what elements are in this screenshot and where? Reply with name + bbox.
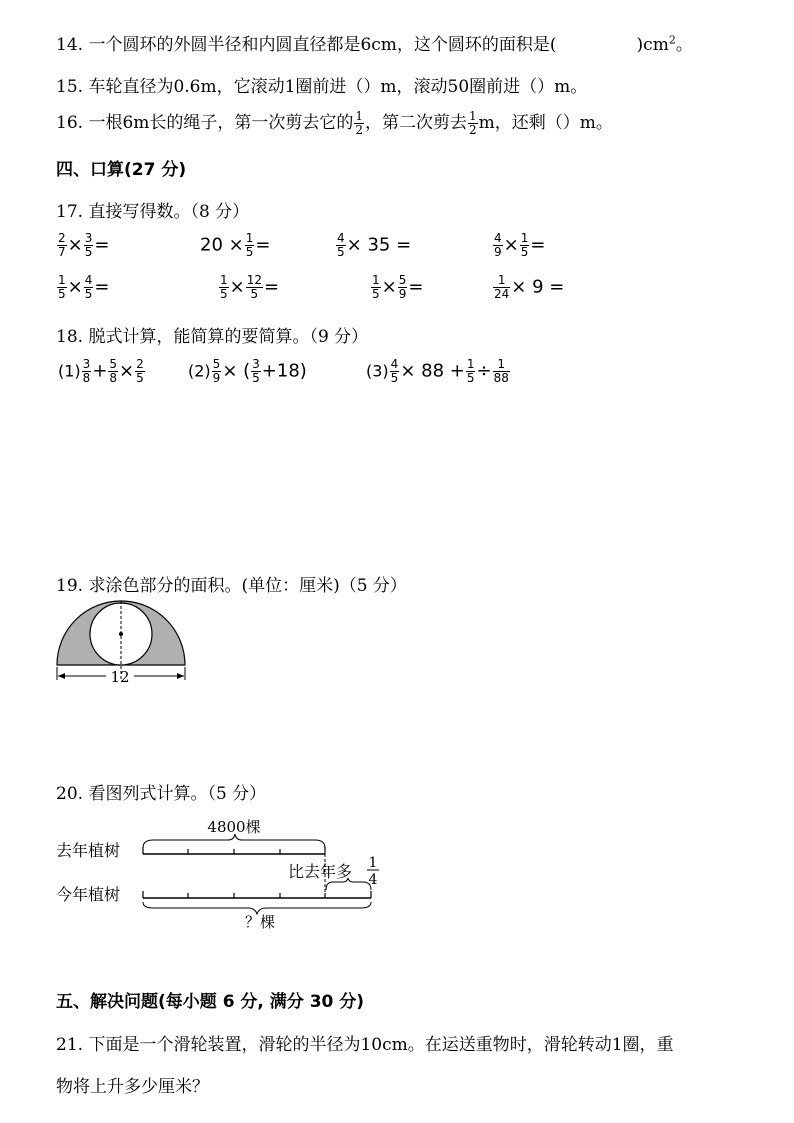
q18-expr-1 [58,358,146,385]
this-year-label: 今年植树 [56,885,121,904]
q17-r2-e2 [218,274,279,301]
frac-den: 5 [84,287,93,301]
q14-blank-end: ) [636,35,644,55]
question-label: ？棵 [244,913,276,931]
more-frac-den: 4 [368,872,378,888]
op: × [503,234,519,256]
frac-num: 4 [494,231,502,245]
q14-text: 14. 一个圆环的外圆半径和内圆直径都是6cm，这个圆环的面积是( [56,35,557,55]
q16-frac2-num: 1 [469,109,477,123]
frac-den: 5 [245,245,254,259]
q16-frac1-den: 2 [355,123,364,137]
more-frac-num: 1 [368,855,378,871]
frac-den: 5 [220,287,228,301]
op: + [92,360,108,382]
frac-den: 8 [82,371,91,385]
question-16 [56,108,613,137]
frac-num: 3 [252,357,260,371]
number: 20 [200,234,223,256]
frac-den: 5 [466,371,475,385]
top-value-label: 4800棵 [207,818,261,836]
q16-frac1-num: 1 [355,109,364,123]
frac-den: 9 [398,287,407,301]
expr-tail: +18) [261,360,307,382]
frac-den: 5 [252,371,260,385]
frac-num: 5 [398,273,407,287]
equals: = [94,234,110,256]
frac-den: 5 [390,371,399,385]
frac-den: 7 [58,245,66,259]
frac-den: 9 [212,371,221,385]
q18-title: 18. 脱式计算，能简算的要简算。（9 分） [56,327,369,347]
q20-title: 20. 看图列式计算。（5 分） [56,784,267,804]
dim-arrow-right [177,673,184,679]
equals: = [408,276,424,298]
question-15 [56,72,587,97]
frac-num: 1 [493,274,510,288]
q14-end: 。 [675,35,693,55]
equals: = [94,276,110,298]
frac-num: 1 [220,273,228,287]
q21-line2: 物将上升多少厘米？ [56,1077,209,1097]
frac-den: 5 [84,245,93,259]
section-4-title: 四、口算(27 分) [56,160,187,180]
frac-num: 5 [109,357,118,371]
q17-r2-e1 [56,274,109,301]
frac-num: 2 [136,357,144,371]
q17-r1-e2 [200,232,270,259]
q21-line1: 21. 下面是一个滑轮装置，滑轮的半径为10cm。在运送重物时，滑轮转动1圈，重 [56,1035,674,1055]
op: × ( [222,360,251,382]
frac-num: 2 [58,231,66,245]
op: × 88 + [400,360,465,382]
question-14 [56,30,693,55]
frac-num: 1 [466,357,475,371]
frac-num: 4 [84,273,93,287]
q17-r1-e3 [335,232,411,259]
q16-part1: 16. 一根6m长的绳子，第一次剪去它的 [56,113,354,133]
op: × [119,360,135,382]
dim-arrow-left [58,673,65,679]
q17-r1-e1 [56,232,109,259]
q17-r2-e3 [370,274,423,301]
op: ÷ [476,360,492,382]
q14-unit: cm [643,35,669,55]
frac-num: 4 [390,357,399,371]
op: × [67,234,83,256]
frac-num: 3 [84,231,93,245]
section-5-title: 五、解决问题(每小题 6 分, 满分 30 分) [56,992,365,1012]
q16-frac2-den: 2 [469,123,477,137]
op: × 9 [511,276,550,298]
frac-den: 9 [494,245,502,259]
frac-den: 24 [494,287,510,301]
last-year-label: 去年植树 [56,841,121,860]
op: × 35 [346,234,397,256]
frac-den: 5 [337,245,345,259]
op: × [228,234,244,256]
q19-title: 19. 求涂色部分的面积。(单位：厘米)（5 分） [56,576,407,596]
q16-frac2 [468,110,478,137]
equals: = [264,276,280,298]
q15-text: 15. 车轮直径为0.6m，它滚动1圈前进（）m，滚动50圈前进（）m。 [56,77,588,97]
q17-r2-e4 [492,274,564,301]
frac-num: 1 [245,231,254,245]
q17-title: 17. 直接写得数。（8 分） [56,202,250,222]
q16-part3: m，还剩（）m。 [478,113,613,133]
equals: = [549,276,565,298]
frac-num: 1 [493,358,510,372]
op: × [229,276,245,298]
q16-frac1 [354,110,364,137]
frac-den: 5 [58,287,66,301]
q17-r1-e4 [492,232,545,259]
q14-sup: 2 [668,33,676,47]
expr-label: (2) [188,361,211,381]
expr-label: (3) [366,361,389,381]
frac-num: 1 [58,273,66,287]
q18-expr-2 [188,358,307,385]
frac-den: 5 [520,245,529,259]
more-text: 比去年多 [288,862,353,881]
op: × [381,276,397,298]
q18-expr-3 [366,358,511,385]
frac-num: 1 [372,273,380,287]
expr-label: (1) [58,361,81,381]
equals: = [255,234,271,256]
equals: = [530,234,546,256]
frac-den: 88 [493,371,509,385]
top-brace [143,834,325,848]
frac-den: 5 [136,371,144,385]
equals: = [396,234,412,256]
frac-num: 4 [337,231,345,245]
frac-den: 5 [250,287,259,301]
center-dot [119,632,123,636]
frac-num: 5 [212,357,221,371]
q20-figure [50,810,390,935]
frac-num: 12 [246,273,263,287]
dim-label: 12 [110,668,130,686]
frac-num: 3 [82,357,91,371]
frac-num: 1 [520,231,529,245]
frac-den: 5 [372,287,380,301]
op: × [67,276,83,298]
q19-figure [50,600,195,690]
q16-part2: ，第二次剪去 [365,113,468,133]
frac-den: 8 [109,371,118,385]
